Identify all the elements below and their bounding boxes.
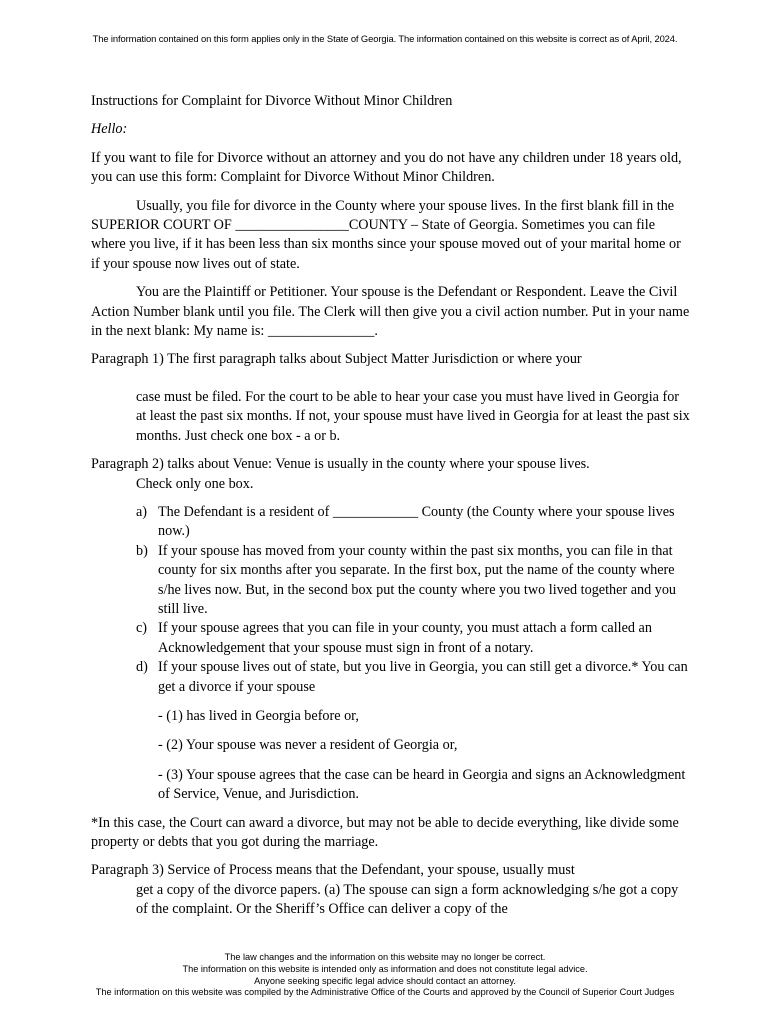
footnote-paragraph: *In this case, the Court can award a divorce, but may not be able to decide everything, like divide some property or debts that you got during the marriage. bbox=[91, 814, 679, 850]
list-marker: d) bbox=[136, 659, 148, 676]
list-item-text: If your spouse has moved from your county within the past six months, you can file in that county for six months after you separate. In the first box, put the name of the county where s/he lives now. But, in the second box put the county where you two lived together and you still live. bbox=[158, 542, 677, 617]
list-marker: b) bbox=[136, 542, 148, 559]
paragraph-2-body: Check only one box. bbox=[136, 475, 254, 492]
document-title: Instructions for Complaint for Divorce Without Minor Children bbox=[91, 93, 453, 109]
list-marker: c) bbox=[136, 620, 148, 637]
list-item bbox=[136, 619, 691, 658]
paragraph-2-lead: Paragraph 2) talks about Venue: Venue is usually in the county where your spouse lives. bbox=[91, 456, 590, 473]
sub-item-2: - (2) Your spouse was never a resident of Georgia or, bbox=[158, 737, 458, 754]
footer-line: Anyone seeking specific legal advice should contact an attorney. bbox=[254, 975, 516, 986]
list-item-text: If your spouse agrees that you can file in your county, you must attach a form called an Acknowledgement that your spouse must sign in front of a notary. bbox=[158, 620, 652, 656]
list-item-text: If your spouse lives out of state, but you live in Georgia, you can still get a divorce.* You can get a divorce if your spouse bbox=[158, 659, 688, 695]
page-footer bbox=[0, 952, 770, 999]
parties-paragraph: You are the Plaintiff or Petitioner. Your spouse is the Defendant or Respondent. Leave the Civil Action Number blank until you file. The Clerk will then give you a civil action number. Put in your name in the next blank: My name is: _______________. bbox=[91, 284, 690, 340]
county-paragraph: Usually, you file for divorce in the County where your spouse lives. In the first blank fill in the SUPERIOR COURT OF ________________COUNTY – State of Georgia. Sometimes you can file where you live, if it has been less than six months since your spouse moved out of your marital home or if your spouse now lives out of state. bbox=[91, 197, 681, 272]
document-body bbox=[91, 92, 691, 920]
list-item bbox=[136, 542, 691, 620]
page-header-disclaimer: The information contained on this form applies only in the State of Georgia. The information contained on this website is correct as of April, 2024. bbox=[92, 33, 678, 44]
greeting: Hello: bbox=[91, 121, 128, 138]
paragraph-1-body: case must be filed. For the court to be able to hear your case you must have lived in Georgia for at least the past six months. If not, your spouse must have lived in Georgia for at least the past six months. Just check one box - a or b. bbox=[136, 388, 690, 444]
venue-options-list bbox=[136, 503, 691, 697]
sub-item-1: - (1) has lived in Georgia before or, bbox=[158, 707, 359, 724]
list-item-text: The Defendant is a resident of ____________ County (the County where your spouse lives now.) bbox=[158, 503, 675, 540]
footer-line: The information on this website was compiled by the Administrative Office of the Courts and approved by the Council of Superior Court Judges bbox=[95, 987, 675, 998]
footer-line: The information on this website is intended only as information and does not constitute legal advice. bbox=[182, 963, 588, 974]
list-item bbox=[136, 503, 691, 542]
paragraph-1-lead: Paragraph 1) The first paragraph talks about Subject Matter Jurisdiction or where your bbox=[91, 351, 582, 368]
intro-paragraph: If you want to file for Divorce without an attorney and you do not have any children under 18 years old, you can use this form: Complaint for Divorce Without Minor Children. bbox=[91, 149, 682, 186]
sub-item-3: - (3) Your spouse agrees that the case can be heard in Georgia and signs an Acknowledgment of Service, Venue, and Jurisdiction. bbox=[158, 766, 686, 803]
paragraph-3-lead: Paragraph 3) Service of Process means that the Defendant, your spouse, usually must bbox=[91, 862, 575, 879]
footer-line: The law changes and the information on this website may no longer be correct. bbox=[224, 952, 546, 962]
list-marker: a) bbox=[136, 503, 148, 520]
list-item bbox=[136, 658, 691, 697]
paragraph-3-body: get a copy of the divorce papers. (a) The spouse can sign a form acknowledging s/he got a copy of the complaint. Or the Sheriff’s Office can deliver a copy of the bbox=[136, 881, 679, 918]
